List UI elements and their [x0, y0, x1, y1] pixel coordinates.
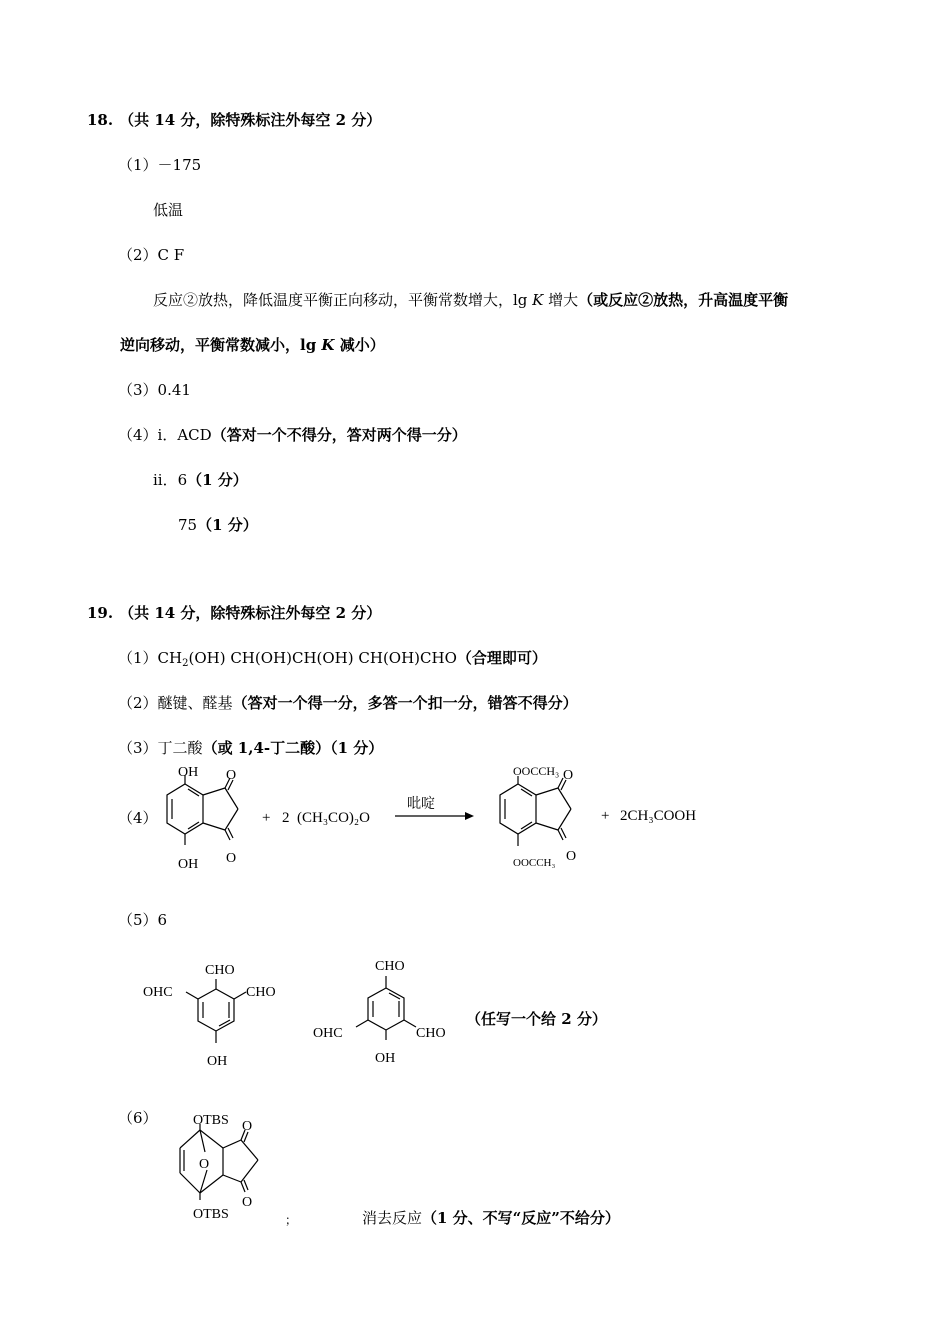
- q18-p4-ii: ii．6: [153, 471, 188, 489]
- q19-p3-value: 丁二酸: [157, 739, 203, 757]
- ketone-o-top: O: [242, 1119, 253, 1134]
- product-oac-bottom: OOCCH₃: [513, 857, 556, 869]
- product-structure: [500, 776, 571, 846]
- q19-part2: [118, 693, 578, 713]
- s2-cho-top: CHO: [375, 959, 405, 974]
- q18-p2-alt-b1: 逆向移动，平衡常数减小，lg: [120, 336, 322, 354]
- s1-oh: OH: [207, 1054, 228, 1069]
- s1-cho-right: CHO: [246, 985, 276, 1000]
- q19-p5-label: （5）: [118, 911, 158, 929]
- q18-p4-ii2-row: [178, 515, 258, 535]
- q18-p4-ii2: 75: [178, 516, 198, 534]
- q18-p2-value: C F: [157, 246, 185, 264]
- q18-p4-i: i．ACD: [157, 426, 212, 444]
- q18-part4: [118, 425, 467, 445]
- q19-p2-label: （2）: [118, 694, 158, 712]
- plus-sign-1: +: [262, 810, 271, 826]
- s1-cho-top: CHO: [205, 963, 235, 978]
- s2-cho-left: OHC: [313, 1026, 343, 1041]
- structure-2: [356, 976, 416, 1040]
- product-oac-top: OOCCH₃: [513, 764, 560, 778]
- bridge-o: O: [199, 1157, 210, 1172]
- q19-p1-a: CH: [157, 649, 183, 667]
- structure-1: [186, 979, 246, 1043]
- q18-p1-value: －175: [157, 156, 202, 174]
- reaction-condition: 吡啶: [407, 797, 435, 812]
- otbs-top: OTBS: [193, 1113, 229, 1128]
- q19-header: [87, 603, 381, 623]
- reaction-arrowhead: [465, 812, 474, 820]
- q19-p5-value: 6: [157, 911, 168, 929]
- q18-p1-answer2: 低温: [153, 201, 184, 219]
- reactant-o-bottom: O: [226, 851, 237, 866]
- q18-p4-i-note: （答对一个不得分，答对两个得一分）: [211, 426, 467, 444]
- q18-p2-reason: [153, 290, 788, 310]
- q19-p6-note: （1 分、不写“反应”不给分）: [422, 1209, 620, 1227]
- s2-cho-right: CHO: [416, 1026, 446, 1041]
- product-o-bottom: O: [566, 849, 577, 864]
- q18-p2-reason-b: 增大: [543, 291, 579, 309]
- q18-p4-ii2-note: （1 分）: [197, 516, 258, 534]
- product-o-top: O: [563, 768, 574, 783]
- q18-p2-label: （2）: [118, 246, 158, 264]
- q18-p2-reason-k: K: [532, 291, 544, 309]
- q19-part3: [118, 738, 383, 758]
- q19-p6-separator: ；: [285, 1213, 298, 1227]
- q18-p2-alt-b2: 减小）: [334, 336, 385, 354]
- reactant-o-top: O: [226, 768, 237, 783]
- q19-p6-answer: 消去反应: [362, 1209, 423, 1227]
- q18-p2-alt: [120, 335, 385, 355]
- q18-part1: [118, 155, 201, 175]
- q19-score-note: （共 14 分，除特殊标注外每空 2 分）: [119, 604, 382, 622]
- q18-p2-alt-k: K: [321, 336, 335, 354]
- q18-score-note: （共 14 分，除特殊标注外每空 2 分）: [119, 111, 382, 129]
- q19-p6-answer-row: [362, 1208, 620, 1228]
- q18-part2: [118, 245, 184, 265]
- acetic-anhydride: (CH₃CO)₂O: [297, 810, 370, 826]
- q19-p3-note: （或 1,4-丁二酸）（1 分）: [202, 739, 384, 757]
- reactant-structure: [167, 775, 238, 845]
- q18-p3-label: （3）: [118, 381, 158, 399]
- q19-p2-value: 醚键、醛基: [157, 694, 233, 712]
- q19-p3-label: （3）: [118, 739, 158, 757]
- reactant-oh-top: OH: [178, 765, 199, 780]
- q18-p2-reason-a: 反应②放热，降低温度平衡正向移动，平衡常数增大，lg: [153, 291, 533, 309]
- q18-p1-label: （1）: [118, 156, 158, 174]
- q19-p1-b: (OH) CH(OH)CH(OH) CH(OH)CHO: [188, 649, 457, 667]
- q18-number: 18.: [87, 111, 114, 129]
- q18-p4-label: （4）: [118, 426, 158, 444]
- q19-p1-label: （1）: [118, 649, 158, 667]
- s2-oh: OH: [375, 1051, 396, 1066]
- reactant-oh-bottom: OH: [178, 857, 199, 872]
- q19-number: 19.: [87, 604, 114, 622]
- q18-p3-value: 0.41: [157, 381, 191, 399]
- s1-cho-left: OHC: [143, 985, 173, 1000]
- plus-sign-2: +: [601, 808, 610, 824]
- q19-p1-sub: 2: [182, 658, 189, 669]
- q19-p4-label: （4）: [118, 809, 158, 827]
- q18-p4-ii-row: [153, 470, 248, 490]
- q19-p6-label: （6）: [118, 1109, 158, 1127]
- q19-p5-note: （任写一个给 2 分）: [466, 1010, 607, 1028]
- coefficient-2: 2: [282, 810, 290, 826]
- q19-p2-note: （答对一个得一分，多答一个扣一分，错答不得分）: [232, 694, 578, 712]
- q18-part3: [118, 380, 191, 400]
- q18-p4-ii-note: （1 分）: [187, 471, 248, 489]
- q19-part1: [118, 648, 547, 668]
- ketone-o-bottom: O: [242, 1195, 253, 1210]
- q18-header: [87, 110, 381, 130]
- q19-p1-note: （合理即可）: [456, 649, 547, 667]
- q18-p2-alt-a: （或反应②放热，升高温度平衡: [578, 291, 789, 309]
- acetic-acid: 2CH₃COOH: [620, 808, 697, 824]
- q19-part5: [118, 910, 167, 930]
- otbs-bottom: OTBS: [193, 1207, 229, 1222]
